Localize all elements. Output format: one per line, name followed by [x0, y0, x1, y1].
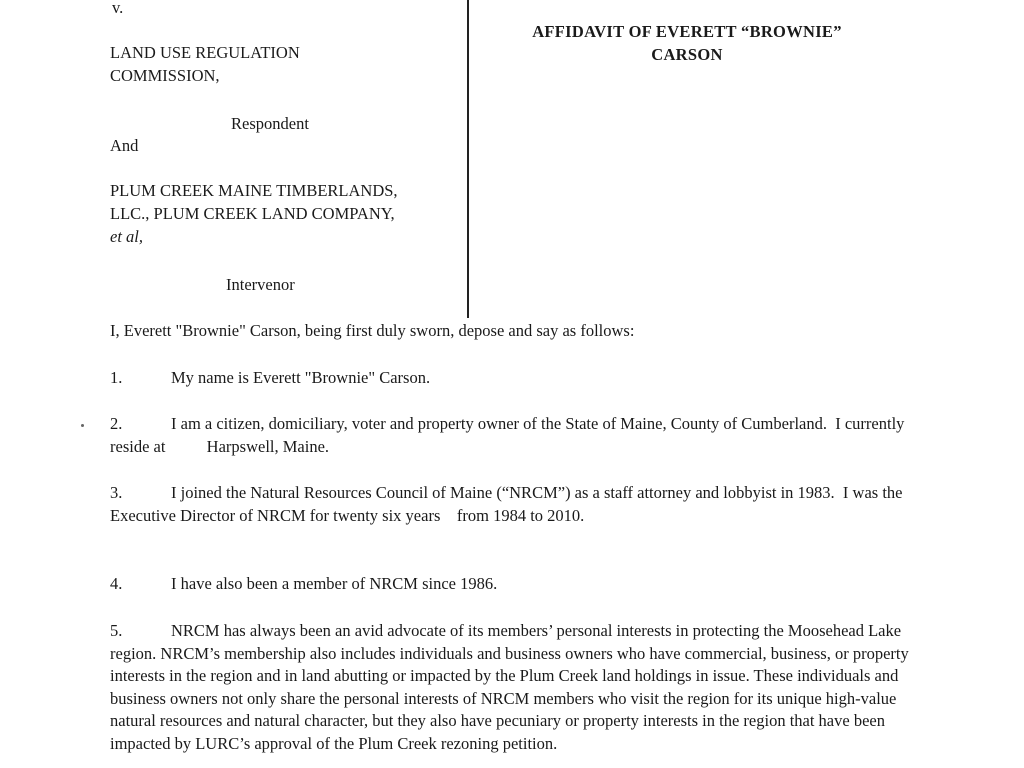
paragraph-text: I am a citizen, domiciliary, voter and property owner of the State of Maine, County of Cumberland. I currently reside at Harpswell, Maine. — [110, 414, 909, 456]
stray-mark — [81, 424, 84, 427]
conjunction-and: And — [110, 136, 139, 155]
intervenor-role: Intervenor — [226, 275, 295, 294]
paragraph-5 — [110, 620, 910, 755]
respondent-name-line1: LAND USE REGULATION — [110, 43, 300, 62]
paragraph-text: My name is Everett "Brownie" Carson. — [171, 368, 431, 387]
intervenor-name-line1: PLUM CREEK MAINE TIMBERLANDS, — [110, 181, 398, 200]
paragraph-text: I joined the Natural Resources Council of Maine (“NRCM”) as a staff attorney and lobbyist in 1983. I was the Executive Director of NRCM for twenty six years from 1984 to 2010. — [110, 483, 907, 525]
paragraph-number: 2. — [110, 414, 123, 433]
paragraph-number: 1. — [110, 368, 123, 387]
paragraph-number: 5. — [110, 621, 123, 640]
intervenor-name-line3: et al, — [110, 227, 143, 246]
paragraph-3 — [110, 482, 910, 527]
paragraph-number: 4. — [110, 574, 123, 593]
paragraph-text: NRCM has always been an avid advocate of its members’ personal interests in protecting the Moosehead Lake region. NRCM’s membership also includes individuals and business owners who have commercial, business, or property interests in the region and in land abutting or impacted by the Plum Creek land holdings in issue. These individuals and business owners not only share the personal interests of NRCM members who visit the region for its unique high-value natural resources and natural character, but they also have pecuniary or property interests in the region that have been impacted by LURC’s approval of the Plum Creek rezoning petition. — [110, 621, 909, 753]
paragraph-text: I have also been a member of NRCM since 1986. — [171, 574, 498, 593]
caption-divider-line — [467, 0, 469, 318]
affidavit-intro: I, Everett "Brownie" Carson, being first duly sworn, depose and say as follows: — [110, 321, 635, 340]
paragraph-2 — [110, 413, 910, 458]
intervenor-name-line2: LLC., PLUM CREEK LAND COMPANY, — [110, 204, 395, 223]
affidavit-title-line1: AFFIDAVIT OF EVERETT “BROWNIE” — [532, 22, 842, 41]
paragraph-4 — [110, 573, 910, 596]
respondent-role: Respondent — [231, 114, 309, 133]
versus-label: v. — [112, 0, 124, 17]
respondent-name-line2: COMMISSION, — [110, 66, 220, 85]
paragraph-1 — [110, 367, 910, 390]
affidavit-title-line2: CARSON — [651, 45, 723, 64]
paragraph-number: 3. — [110, 483, 123, 502]
